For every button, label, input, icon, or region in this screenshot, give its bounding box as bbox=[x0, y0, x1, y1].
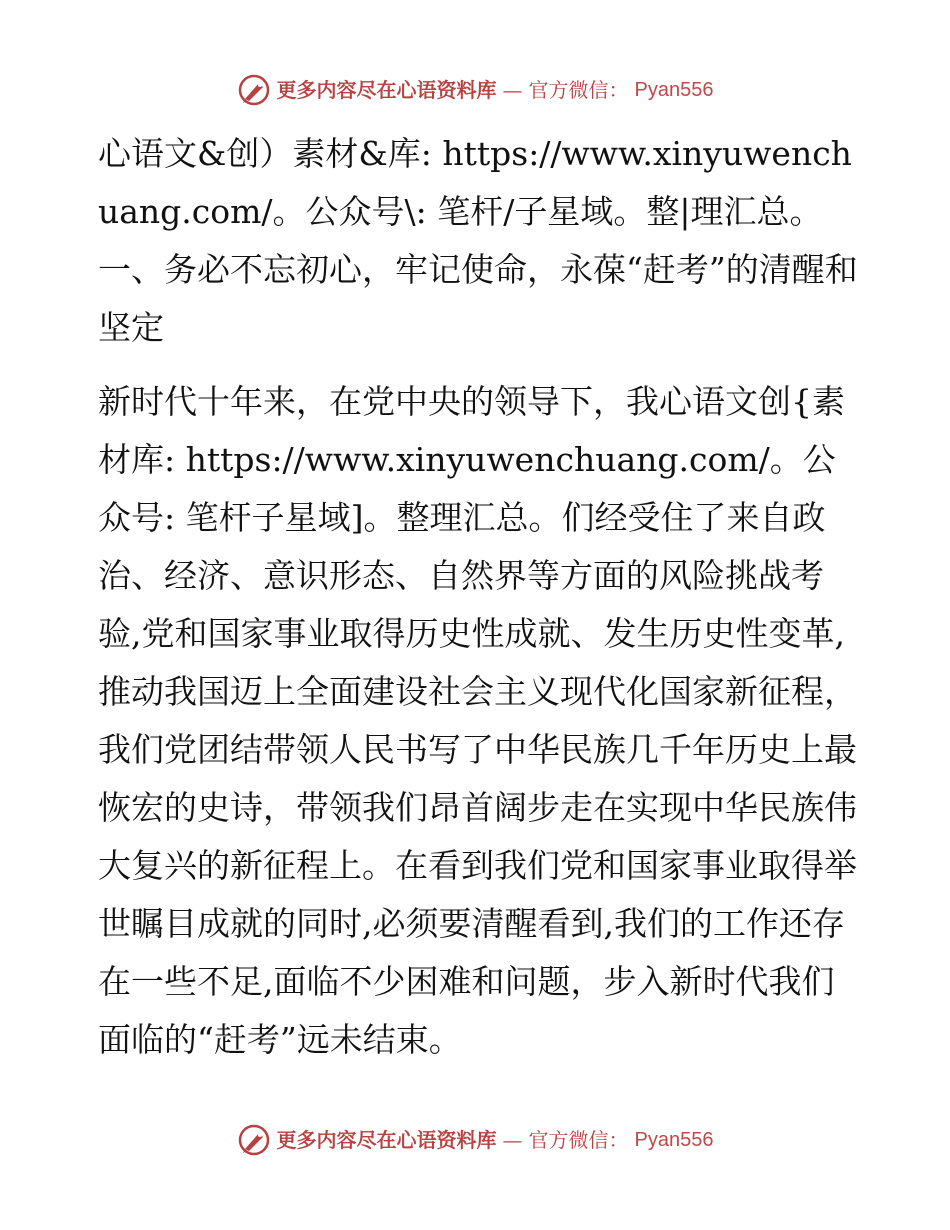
document-body bbox=[98, 125, 858, 1069]
paragraph-2: 新时代十年来，在党中央的领导下，我心语文创{素材库: https://www.xinyuwenchuang.com/。公众号: 笔杆子星域]。整理汇总。们经受住了来自政治、经济、意识形态、自然界等方面的风险挑战考验,党和国家事业取得历史性成就、发生历史性变革,推动我国迈上全面建设社会主义现代化国家新征程，我们党团结带领人民书写了中华民族几千年历史上最恢宏的史诗，带领我们昂首阔步走在实现中华民族伟大复兴的新征程上。在看到我们党和国家事业取得举世瞩目成就的同时,必须要清醒看到,我们的工作还存在一些不足,面临不少困难和问题，步入新时代我们面临的“赶考”远未结束。 bbox=[98, 382, 857, 1059]
watermark-wechat-label: 官方微信： bbox=[528, 78, 629, 102]
watermark-wechat-id: Pyan556 bbox=[634, 79, 714, 101]
watermark-main-text: 更多内容尽在心语资料库 bbox=[276, 78, 497, 102]
header-watermark bbox=[0, 70, 950, 110]
watermark-separator: — bbox=[502, 1128, 523, 1152]
paragraph-1: 心语文&创）素材&库: https://www.xinyuwenchuang.com/。公众号\: 笔杆/子星域。整|理汇总。一、务必不忘初心，牢记使命，永葆“赶考”的清醒和坚定 bbox=[98, 134, 858, 347]
watermark-main-text: 更多内容尽在心语资料库 bbox=[276, 1128, 497, 1152]
pen-nib-icon bbox=[237, 73, 271, 107]
watermark-wechat-id: Pyan556 bbox=[634, 1129, 714, 1151]
watermark-wechat-label: 官方微信： bbox=[528, 1128, 629, 1152]
pen-nib-icon bbox=[237, 1123, 271, 1157]
watermark-separator: — bbox=[502, 78, 523, 102]
footer-watermark bbox=[0, 1120, 950, 1160]
